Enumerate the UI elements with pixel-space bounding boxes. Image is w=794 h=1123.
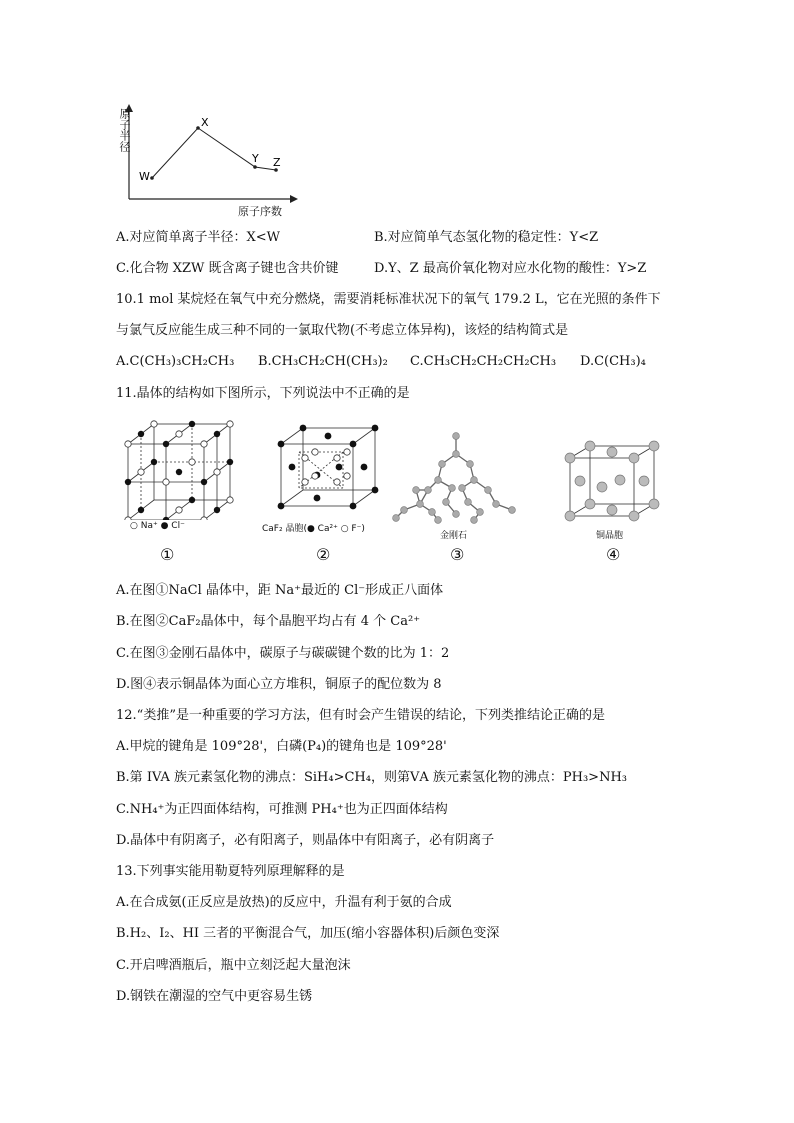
q10-option-d: D.C(CH₃)₄ [580, 354, 646, 369]
q10-stem-line1: 10.1 mol 某烷烃在氧气中充分燃烧，需要消耗标准状况下的氧气 179.2 L，它在光照的条件下 [116, 292, 661, 307]
q12-option-a: A.甲烷的键角是 109°28'，白磷(P₄)的键角也是 109°28' [116, 739, 447, 754]
point-w-label: W [139, 170, 150, 183]
q12-option-c: C.NH₄⁺为正四面体结构，可推测 PH₄⁺也为正四面体结构 [116, 802, 448, 817]
nacl-crystal-figure [122, 420, 242, 520]
fig3-caption: 金刚石 [440, 531, 468, 541]
point-y-label: Y [252, 152, 259, 165]
fig1-caption: ○ Na⁺ ● Cl⁻ [130, 521, 185, 531]
q11-stem: 11.晶体的结构如下图所示，下列说法中不正确的是 [116, 386, 410, 401]
q13-stem: 13.下列事实能用勒夏特列原理解释的是 [116, 864, 345, 879]
q11-option-c: C.在图③金刚石晶体中，碳原子与碳碳键个数的比为 1：2 [116, 646, 450, 661]
q13-option-a: A.在合成氨(正反应是放热)的反应中，升温有利于氨的合成 [116, 895, 452, 910]
point-x-label: X [201, 116, 209, 129]
q12-stem: 12.“类推”是一种重要的学习方法，但有时会产生错误的结论，下列类推结论正确的是 [116, 708, 605, 723]
q9-option-c: C.化合物 XZW 既含离子键也含共价键 [116, 261, 339, 276]
q9-option-b: B.对应简单气态氢化物的稳定性：Y<Z [374, 230, 599, 245]
diamond-crystal-figure [392, 430, 522, 525]
q13-option-d: D.钢铁在潮湿的空气中更容易生锈 [116, 989, 313, 1004]
q13-option-b: B.H₂、I₂、HI 三者的平衡混合气，加压(缩小容器体积)后颜色变深 [116, 926, 500, 941]
q11-option-a: A.在图①NaCl 晶体中，距 Na⁺最近的 Cl⁻形成正八面体 [116, 583, 444, 598]
fig2-caption: CaF₂ 晶胞(● Ca²⁺ ○ F⁻) [262, 524, 365, 534]
copper-crystal-figure [562, 440, 664, 524]
point-z-label: Z [273, 156, 281, 169]
q11-option-d: D.图④表示铜晶体为面心立方堆积，铜原子的配位数为 8 [116, 677, 442, 692]
fig4-number: ④ [606, 545, 621, 564]
caf2-crystal-figure [277, 424, 381, 510]
q10-option-b: B.CH₃CH₂CH(CH₃)₂ [258, 354, 388, 369]
fig1-number: ① [160, 545, 175, 564]
fig3-number: ③ [450, 545, 465, 564]
graph-xlabel: 原子序数 [238, 205, 282, 218]
radius-graph [112, 104, 302, 219]
q12-option-b: B.第 IVA 族元素氢化物的沸点：SiH₄>CH₄，则第ⅤA 族元素氢化物的沸点：PH₃>NH₃ [116, 770, 627, 785]
graph-ylabel: 原子半径 [118, 108, 131, 152]
q12-option-d: D.晶体中有阴离子，必有阳离子，则晶体中有阳离子，必有阴离子 [116, 833, 495, 848]
q10-option-c: C.CH₃CH₂CH₂CH₂CH₃ [410, 354, 557, 369]
q13-option-c: C.开启啤酒瓶后，瓶中立刻泛起大量泡沫 [116, 958, 351, 973]
fig2-number: ② [316, 545, 331, 564]
q9-option-a: A.对应简单离子半径：X<W [116, 230, 281, 245]
q10-option-a: A.C(CH₃)₃CH₂CH₃ [116, 354, 235, 369]
fig4-caption: 铜晶胞 [596, 531, 624, 541]
q11-option-b: B.在图②CaF₂晶体中，每个晶胞平均占有 4 个 Ca²⁺ [116, 614, 421, 629]
q10-stem-line2: 与氯气反应能生成三种不同的一氯取代物(不考虑立体异构)，该烃的结构简式是 [116, 323, 569, 338]
q9-option-d: D.Y、Z 最高价氧化物对应水化物的酸性：Y>Z [374, 261, 647, 276]
